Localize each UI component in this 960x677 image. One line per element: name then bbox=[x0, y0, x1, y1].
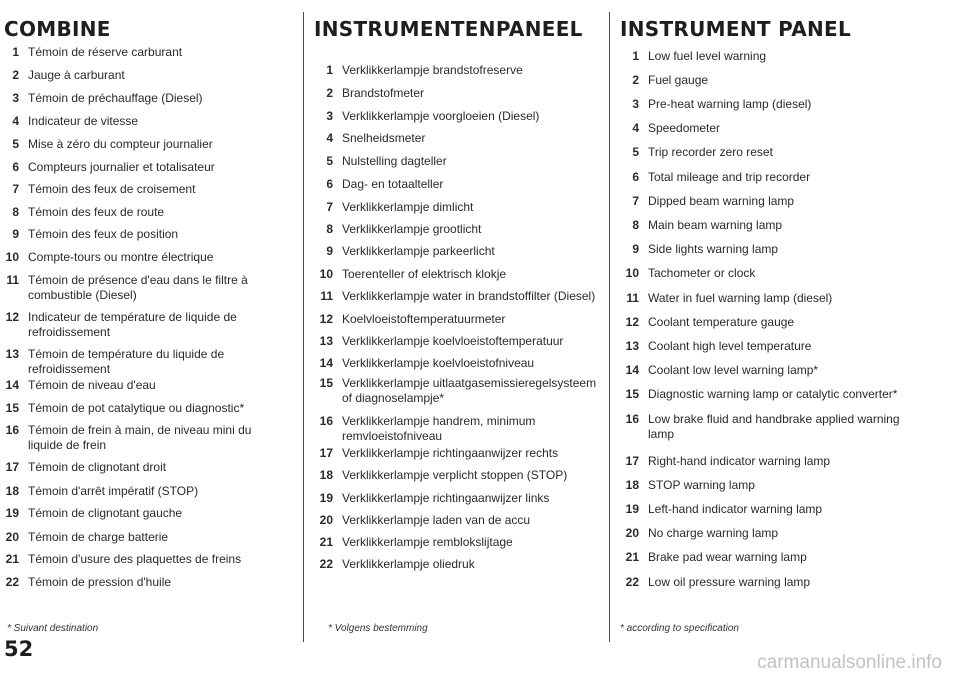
item-number: 11 bbox=[626, 291, 639, 305]
list-item bbox=[0, 575, 171, 590]
list-item bbox=[620, 502, 822, 517]
list-item bbox=[620, 218, 782, 233]
item-text: Low oil pressure warning lamp bbox=[648, 575, 811, 589]
list-item bbox=[314, 154, 447, 169]
item-number: 21 bbox=[625, 550, 639, 564]
list-item bbox=[0, 114, 138, 129]
list-item bbox=[0, 347, 224, 377]
list-item bbox=[314, 244, 495, 259]
list-item bbox=[620, 73, 708, 88]
list-item bbox=[0, 250, 213, 265]
item-number: 18 bbox=[625, 478, 639, 492]
item-number: 12 bbox=[5, 310, 19, 324]
item-text: Fuel gauge bbox=[648, 73, 709, 87]
item-text: Verklikkerlampje dimlicht bbox=[342, 200, 474, 214]
item-text: Verklikkerlampje brandstofreserve bbox=[342, 63, 523, 77]
item-text: Left-hand indicator warning lamp bbox=[648, 502, 823, 516]
item-text: Témoin d'usure des plaquettes de freins bbox=[28, 552, 242, 566]
list-item bbox=[0, 68, 125, 83]
list-item bbox=[620, 242, 778, 257]
item-number: 16 bbox=[625, 412, 639, 426]
item-text: Verklikkerlampje uitlaatgasemissieregelsysteem of diagnoselampje* bbox=[342, 376, 597, 405]
item-number: 5 bbox=[326, 154, 333, 168]
item-text: Verklikkerlampje parkeerlicht bbox=[342, 244, 495, 258]
list-item bbox=[0, 552, 241, 567]
french-footnote: * Suivant destination bbox=[7, 623, 99, 634]
item-text: Témoin de clignotant gauche bbox=[28, 506, 183, 520]
item-number: 9 bbox=[632, 242, 639, 256]
item-number: 14 bbox=[5, 378, 19, 392]
item-number: 19 bbox=[625, 502, 639, 516]
item-text: Compteurs journalier et totalisateur bbox=[28, 160, 215, 174]
item-number: 3 bbox=[632, 97, 639, 111]
list-item bbox=[620, 412, 900, 442]
item-text: Coolant high level temperature bbox=[648, 339, 812, 353]
item-text: Témoin de préchauffage (Diesel) bbox=[28, 91, 203, 105]
item-text: Total mileage and trip recorder bbox=[648, 170, 811, 184]
item-text: Témoin de frein à main, de niveau mini du liquide de frein bbox=[28, 423, 252, 452]
list-item bbox=[314, 86, 424, 101]
list-item bbox=[620, 478, 755, 493]
list-item bbox=[620, 387, 897, 402]
list-item bbox=[0, 310, 237, 340]
list-item bbox=[0, 506, 182, 521]
item-number: 9 bbox=[326, 244, 333, 258]
item-text: Verklikkerlampje koelvloeistofniveau bbox=[342, 356, 535, 370]
item-text: Témoin de réserve carburant bbox=[28, 45, 183, 59]
dutch-footnote: * Volgens bestemming bbox=[328, 623, 428, 634]
item-number: 15 bbox=[5, 401, 19, 415]
list-item bbox=[620, 266, 755, 281]
item-text: Verklikkerlampje water in brandstoffilter (Diesel) bbox=[342, 289, 596, 303]
item-number: 6 bbox=[326, 177, 333, 191]
item-text: Témoin de température du liquide de refroidissement bbox=[28, 347, 225, 376]
item-text: Coolant low level warning lamp* bbox=[648, 363, 819, 377]
item-text: Trip recorder zero reset bbox=[648, 145, 773, 159]
list-item bbox=[314, 557, 475, 572]
item-number: 8 bbox=[632, 218, 639, 232]
item-number: 20 bbox=[5, 530, 19, 544]
item-text: Brake pad wear warning lamp bbox=[648, 550, 807, 564]
list-item bbox=[314, 312, 505, 327]
list-item bbox=[620, 339, 811, 354]
item-number: 21 bbox=[319, 535, 333, 549]
list-item bbox=[314, 491, 549, 506]
item-number: 15 bbox=[319, 376, 333, 390]
item-text: No charge warning lamp bbox=[648, 526, 779, 540]
list-item bbox=[314, 513, 530, 528]
item-number: 6 bbox=[632, 170, 639, 184]
column-divider-left bbox=[303, 12, 304, 642]
item-text: Verklikkerlampje grootlicht bbox=[342, 222, 482, 236]
item-text: Diagnostic warning lamp or catalytic converter* bbox=[648, 387, 898, 401]
list-item bbox=[314, 63, 523, 78]
item-text: Verklikkerlampje voorgloeien (Diesel) bbox=[342, 109, 540, 123]
watermark: carmanualsonline.info bbox=[757, 652, 942, 673]
item-number: 3 bbox=[12, 91, 19, 105]
item-number: 10 bbox=[5, 250, 19, 264]
item-text: Indicateur de température de liquide de refroidissement bbox=[28, 310, 237, 339]
item-text: Témoin de présence d'eau dans le filtre à combustible (Diesel) bbox=[28, 273, 248, 302]
item-number: 4 bbox=[326, 131, 333, 145]
item-text: Jauge à carburant bbox=[28, 68, 125, 82]
item-number: 2 bbox=[632, 73, 639, 87]
list-item bbox=[620, 49, 766, 64]
item-number: 18 bbox=[319, 468, 333, 482]
list-item bbox=[314, 414, 535, 444]
item-text: Témoin d'arrêt impératif (STOP) bbox=[28, 484, 199, 498]
item-number: 3 bbox=[326, 109, 333, 123]
item-number: 17 bbox=[5, 460, 19, 474]
list-item bbox=[0, 91, 203, 106]
item-number: 2 bbox=[326, 86, 333, 100]
list-item bbox=[620, 315, 794, 330]
item-text: Témoin de clignotant droit bbox=[28, 460, 167, 474]
list-item bbox=[620, 363, 818, 378]
list-item bbox=[0, 227, 178, 242]
dutch-heading: INSTRUMENTENPANEEL bbox=[314, 17, 583, 41]
list-item bbox=[0, 401, 244, 416]
item-text: STOP warning lamp bbox=[648, 478, 755, 492]
item-number: 9 bbox=[12, 227, 19, 241]
item-number: 12 bbox=[319, 312, 333, 326]
list-item bbox=[0, 460, 166, 475]
item-number: 16 bbox=[319, 414, 333, 428]
item-text: Coolant temperature gauge bbox=[648, 315, 795, 329]
item-number: 20 bbox=[625, 526, 639, 540]
item-text: Témoin de niveau d'eau bbox=[28, 378, 156, 392]
item-number: 10 bbox=[319, 267, 333, 281]
list-item bbox=[314, 468, 567, 483]
item-text: Toerenteller of elektrisch klokje bbox=[342, 267, 507, 281]
item-text: Indicateur de vitesse bbox=[28, 114, 139, 128]
list-item bbox=[620, 291, 832, 306]
list-item bbox=[0, 378, 156, 393]
item-text: Dag- en totaalteller bbox=[342, 177, 444, 191]
list-item bbox=[620, 550, 807, 565]
item-text: Verklikkerlampje koelvloeistoftemperatuur bbox=[342, 334, 564, 348]
item-text: Verklikkerlampje laden van de accu bbox=[342, 513, 531, 527]
list-item bbox=[314, 356, 534, 371]
list-item bbox=[0, 45, 182, 60]
list-item bbox=[620, 526, 778, 541]
item-number: 16 bbox=[5, 423, 19, 437]
item-text: Low brake fluid and handbrake applied warning lamp bbox=[648, 412, 900, 441]
list-item bbox=[314, 109, 539, 124]
item-text: Water in fuel warning lamp (diesel) bbox=[648, 291, 833, 305]
item-number: 2 bbox=[12, 68, 19, 82]
list-item bbox=[0, 205, 164, 220]
item-text: Snelheidsmeter bbox=[342, 131, 426, 145]
item-number: 19 bbox=[5, 506, 19, 520]
item-text: Nulstelling dagteller bbox=[342, 154, 447, 168]
list-item bbox=[0, 182, 195, 197]
list-item bbox=[620, 575, 810, 590]
item-number: 5 bbox=[12, 137, 19, 151]
item-number: 19 bbox=[319, 491, 333, 505]
item-number: 4 bbox=[12, 114, 19, 128]
item-text: Dipped beam warning lamp bbox=[648, 194, 795, 208]
item-number: 17 bbox=[319, 446, 333, 460]
item-text: Speedometer bbox=[648, 121, 721, 135]
item-number: 4 bbox=[632, 121, 639, 135]
item-text: Brandstofmeter bbox=[342, 86, 425, 100]
item-number: 13 bbox=[5, 347, 19, 361]
item-text: Verklikkerlampje richtingaanwijzer rechts bbox=[342, 446, 559, 460]
list-item bbox=[0, 530, 168, 545]
item-number: 22 bbox=[5, 575, 19, 589]
english-footnote: * according to specification bbox=[620, 623, 739, 634]
list-item bbox=[620, 121, 720, 136]
list-item bbox=[314, 267, 506, 282]
item-text: Verklikkerlampje handrem, minimum remvloeistofniveau bbox=[342, 414, 536, 443]
list-item bbox=[314, 222, 481, 237]
page-number: 52 bbox=[4, 637, 34, 661]
item-text: Verklikkerlampje verplicht stoppen (STOP) bbox=[342, 468, 568, 482]
english-heading: INSTRUMENT PANEL bbox=[620, 17, 852, 41]
column-divider-right bbox=[609, 12, 610, 642]
item-text: Témoin de charge batterie bbox=[28, 530, 169, 544]
item-number: 8 bbox=[326, 222, 333, 236]
list-item bbox=[620, 170, 810, 185]
list-item bbox=[314, 177, 443, 192]
item-number: 12 bbox=[625, 315, 639, 329]
item-number: 13 bbox=[625, 339, 639, 353]
item-text: Pre-heat warning lamp (diesel) bbox=[648, 97, 812, 111]
list-item bbox=[620, 454, 830, 469]
french-heading: COMBINE bbox=[4, 17, 111, 41]
item-text: Right-hand indicator warning lamp bbox=[648, 454, 831, 468]
list-item bbox=[0, 423, 251, 453]
item-text: Mise à zéro du compteur journalier bbox=[28, 137, 213, 151]
item-number: 7 bbox=[12, 182, 19, 196]
list-item bbox=[620, 194, 794, 209]
item-text: Tachometer or clock bbox=[648, 266, 756, 280]
item-text: Main beam warning lamp bbox=[648, 218, 783, 232]
list-item bbox=[0, 160, 215, 175]
item-number: 14 bbox=[625, 363, 639, 377]
item-number: 18 bbox=[5, 484, 19, 498]
item-number: 11 bbox=[6, 273, 19, 287]
item-number: 1 bbox=[632, 49, 639, 63]
item-text: Side lights warning lamp bbox=[648, 242, 779, 256]
item-number: 20 bbox=[319, 513, 333, 527]
item-number: 10 bbox=[625, 266, 639, 280]
list-item bbox=[620, 97, 811, 112]
item-number: 15 bbox=[625, 387, 639, 401]
item-text: Verklikkerlampje oliedruk bbox=[342, 557, 475, 571]
list-item bbox=[314, 200, 473, 215]
item-number: 17 bbox=[625, 454, 639, 468]
item-text: Témoin des feux de position bbox=[28, 227, 179, 241]
list-item bbox=[314, 446, 558, 461]
list-item bbox=[0, 137, 213, 152]
item-text: Témoin des feux de route bbox=[28, 205, 165, 219]
item-number: 6 bbox=[12, 160, 19, 174]
item-number: 7 bbox=[326, 200, 333, 214]
item-number: 11 bbox=[320, 289, 333, 303]
item-number: 14 bbox=[319, 356, 333, 370]
list-item bbox=[620, 145, 773, 160]
item-number: 1 bbox=[12, 45, 19, 59]
list-item bbox=[0, 484, 198, 499]
list-item bbox=[314, 535, 513, 550]
item-number: 21 bbox=[5, 552, 19, 566]
item-number: 8 bbox=[12, 205, 19, 219]
item-text: Low fuel level warning bbox=[648, 49, 767, 63]
item-number: 22 bbox=[625, 575, 639, 589]
item-text: Verklikkerlampje remblokslijtage bbox=[342, 535, 513, 549]
item-number: 22 bbox=[319, 557, 333, 571]
list-item bbox=[314, 334, 563, 349]
item-text: Compte-tours ou montre électrique bbox=[28, 250, 214, 264]
item-text: Témoin de pression d'huile bbox=[28, 575, 172, 589]
item-text: Témoin des feux de croisement bbox=[28, 182, 196, 196]
list-item bbox=[314, 131, 425, 146]
item-text: Koelvloeistoftemperatuurmeter bbox=[342, 312, 506, 326]
item-number: 5 bbox=[632, 145, 639, 159]
item-number: 13 bbox=[319, 334, 333, 348]
list-item bbox=[314, 289, 595, 304]
list-item bbox=[0, 273, 248, 303]
item-text: Témoin de pot catalytique ou diagnostic* bbox=[28, 401, 245, 415]
item-number: 7 bbox=[632, 194, 639, 208]
list-item bbox=[314, 376, 596, 406]
item-number: 1 bbox=[326, 63, 333, 77]
item-text: Verklikkerlampje richtingaanwijzer links bbox=[342, 491, 550, 505]
